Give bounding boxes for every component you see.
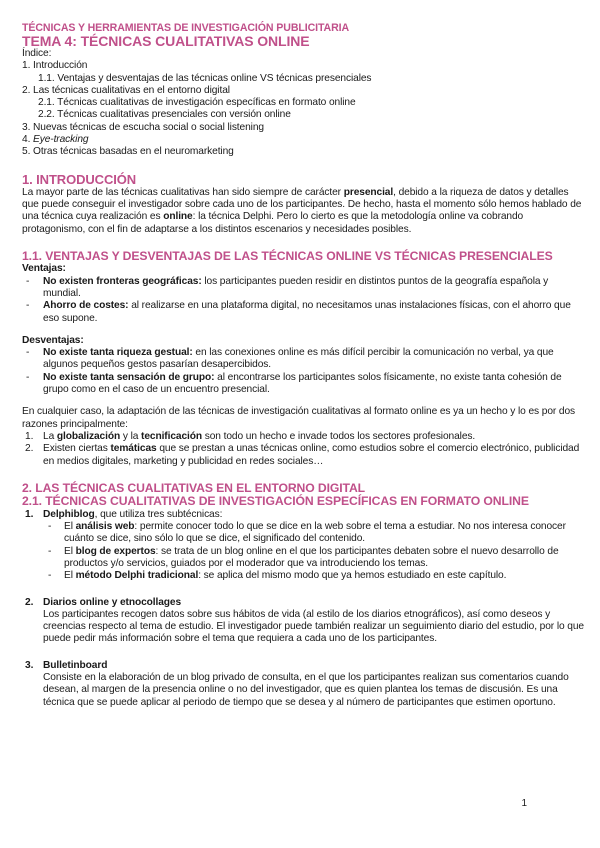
text-run: La mayor parte de las técnicas cualitativas han sido siempre de carácter bbox=[22, 186, 344, 198]
bold-run: online bbox=[163, 211, 193, 223]
text-run: los participantes pueden residir en distintos puntos de la geografía española y mundial. bbox=[43, 275, 549, 299]
list-item bbox=[22, 276, 584, 301]
index-item: 2.2. Técnicas cualitativas presenciales con versión online bbox=[38, 109, 291, 121]
numbered-item bbox=[22, 443, 584, 468]
item-title: Diarios online y etnocollages bbox=[43, 596, 182, 608]
text-run: , debido a la riqueza de datos y detalles que puede conseguir el investigador sobre cada uno de los participantes. De hecho, hasta el momento sólo hemos hablado de una técnica cuya realización es bbox=[22, 186, 582, 223]
sub-list-item bbox=[22, 521, 584, 546]
list-item bbox=[22, 372, 584, 397]
index-item: 1.1. Ventajas y desventajas de las técnicas online VS técnicas presenciales bbox=[38, 72, 372, 84]
text-run: El bbox=[64, 521, 76, 533]
index-item: 1. Introducción bbox=[22, 60, 88, 72]
subsection-heading: 1.1. VENTAJAS Y DESVENTAJAS DE LAS TÉCNICAS ONLINE VS TÉCNICAS PRESENCIALES bbox=[22, 248, 553, 263]
item-number: 1. bbox=[25, 508, 34, 520]
item-number: 3. bbox=[25, 659, 34, 671]
text-run: son todo un hecho e invade todos los sectores profesionales. bbox=[202, 430, 476, 442]
page-number: 1 bbox=[521, 798, 527, 809]
advantages-label-text: Ventajas: bbox=[22, 263, 66, 275]
item-title: Bulletinboard bbox=[43, 659, 108, 671]
disadvantages-label-text: Desventajas: bbox=[22, 334, 84, 346]
closing-paragraph: En cualquier caso, la adaptación de las técnicas de investigación cualitativas al formato online es ya un hecho y lo es por dos razones principalmente: bbox=[22, 406, 576, 430]
index-item: 2.1. Técnicas cualitativas de investigación específicas en formato online bbox=[38, 97, 356, 109]
numbered-item bbox=[22, 431, 584, 443]
text-run: : se aplica del mismo modo que ya hemos estudiado en este capítulo. bbox=[198, 570, 507, 582]
bold-run: globalización bbox=[56, 430, 121, 442]
index-item: 2. Las técnicas cualitativas en el entorno digital bbox=[22, 84, 230, 96]
bold-run: No existe tanta sensación de grupo: bbox=[43, 371, 215, 383]
index-item bbox=[22, 134, 584, 146]
item-title: Delphiblog bbox=[43, 508, 95, 520]
text-run: que se prestan a unas técnicas online, como estudios sobre el comercio electrónico, publicidad en medios digitales, marketing y publicidad en redes sociales… bbox=[43, 443, 580, 467]
section-heading: 1. INTRODUCCIÓN bbox=[22, 171, 137, 187]
numbered-item bbox=[22, 509, 584, 521]
item-number: 2. bbox=[25, 443, 34, 455]
text-run: , que utiliza tres subtécnicas: bbox=[94, 508, 223, 520]
section-heading: 2. LAS TÉCNICAS CUALITATIVAS EN EL ENTORNO DIGITAL bbox=[22, 480, 366, 495]
disadvantages-label bbox=[22, 335, 584, 347]
item-body: Consiste en la elaboración de un blog privado de consulta, en el que los participantes realizan sus comentarios cuando desean, al margen de la presencia online o no del investigador, que es quien plantea los temas de discusión. Es una técnica que se puede aplicar al periodo de tiempo que se desea y al número de participantes que estimen oportuno. bbox=[43, 672, 569, 708]
text-run: El bbox=[64, 545, 76, 557]
item-number: 2. bbox=[25, 596, 34, 608]
bold-run: análisis web bbox=[75, 521, 135, 533]
advantages-label bbox=[22, 263, 584, 275]
numbered-item bbox=[22, 597, 584, 609]
index-item-italic: Eye-tracking bbox=[33, 134, 89, 146]
text-run: : la técnica Delphi. Pero lo cierto es que la metodología online va cobrando protagonismo, con el fin de adaptarse a los distintos escenarios y necesidades posibles. bbox=[22, 211, 524, 235]
bold-run: blog de expertos bbox=[75, 545, 156, 557]
text-run: al realizarse en una plataforma digital, no necesitamos unas instalaciones físicas, con el ahorro que eso supone. bbox=[43, 300, 571, 324]
text-run: : se trata de un blog online en el que los participantes debaten sobre el nuevo desarrollo de productos y/o servicios, guiados por el moderador que va introduciendo los temas. bbox=[64, 545, 559, 569]
subsection-heading: 2.1. TÉCNICAS CUALITATIVAS DE INVESTIGACIÓN ESPECÍFICAS EN FORMATO ONLINE bbox=[22, 494, 529, 509]
text-run: La bbox=[43, 430, 57, 442]
sub-list-item bbox=[22, 546, 584, 571]
bold-run: Ahorro de costes: bbox=[43, 300, 129, 312]
text-run: Existen ciertas bbox=[43, 443, 111, 455]
bold-run: No existen fronteras geográficas: bbox=[43, 275, 202, 287]
bold-run: temáticas bbox=[110, 443, 157, 455]
text-run: : permite conocer todo lo que se dice en la web sobre el tema a estudiar. No nos interesa conocer cuánto se dice, sino sólo lo que se dice, el significado del contenido. bbox=[64, 521, 566, 545]
intro-paragraph bbox=[22, 187, 584, 236]
page-content bbox=[22, 22, 584, 709]
item-body: Los participantes recogen datos sobre sus hábitos de vida (al estilo de los diarios etnográficos), así como deseos y creencias respecto al tema de estudio. El investigador puede también realizar un seguimiento diario del estudio, por lo que puede pedir más información sobre el tema que requiera a cada uno de los participantes. bbox=[43, 608, 584, 645]
bold-run: método Delphi tradicional bbox=[75, 570, 199, 582]
bold-run: No existe tanta riqueza gestual: bbox=[43, 347, 193, 359]
text-run: y la bbox=[120, 430, 142, 442]
bold-run: presencial bbox=[343, 186, 394, 198]
index-item: 3. Nuevas técnicas de escucha social o social listening bbox=[22, 121, 264, 133]
index-item-number: 4. bbox=[22, 134, 34, 146]
text-run: en las conexiones online es más difícil percibir la comunicación no verbal, ya que algunos pequeños gestos pasarían desapercibidos. bbox=[43, 347, 554, 371]
course-title: TÉCNICAS Y HERRAMIENTAS DE INVESTIGACIÓN PUBLICITARIA bbox=[22, 22, 350, 34]
topic-title: TEMA 4: TÉCNICAS CUALITATIVAS ONLINE bbox=[22, 33, 310, 49]
sub-list-item bbox=[22, 570, 584, 582]
index-item: 5. Otras técnicas basadas en el neuromarketing bbox=[22, 146, 234, 158]
index-label: Índice: bbox=[22, 48, 52, 59]
item-number: 1. bbox=[25, 430, 34, 442]
numbered-item bbox=[22, 660, 584, 672]
list-item bbox=[22, 300, 584, 325]
text-run: al encontrarse los participantes solos físicamente, no existe tanta cohesión de grupo como en el caso de un encuentro presencial. bbox=[43, 371, 562, 396]
bold-run: tecnificación bbox=[141, 430, 203, 442]
text-run: El bbox=[64, 570, 76, 582]
list-item bbox=[22, 347, 584, 372]
